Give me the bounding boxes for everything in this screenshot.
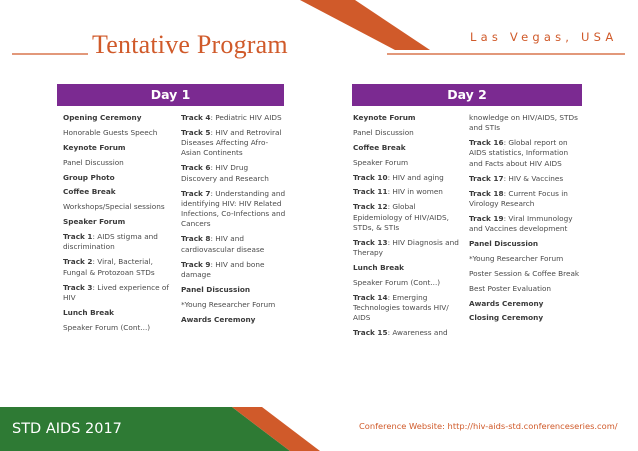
program-item-text: Speaker Forum bbox=[353, 157, 409, 167]
program-item bbox=[63, 173, 175, 183]
program-item-heading: Track 8 bbox=[181, 234, 211, 244]
program-item bbox=[353, 143, 465, 153]
program-item-heading: Track 17 bbox=[469, 173, 504, 183]
program-item-text: : Current Focus in Virology Research bbox=[469, 188, 568, 208]
program-item-text: : HIV and Retroviral Diseases Affecting Afro-Asian Continents bbox=[181, 127, 282, 158]
program-item-heading: Track 19 bbox=[469, 213, 504, 223]
program-item-heading: Track 12 bbox=[353, 202, 388, 212]
program-item-heading: Awards Ceremony bbox=[181, 314, 256, 324]
program-item-heading: Track 7 bbox=[181, 188, 211, 198]
program-item bbox=[353, 202, 465, 233]
program-item-text: : HIV Drug Discovery and Research bbox=[181, 163, 269, 183]
program-item bbox=[469, 313, 581, 323]
program-item bbox=[63, 323, 175, 333]
program-item-text: Workshops/Special sessions bbox=[63, 202, 165, 212]
program-item-heading: Coffee Break bbox=[63, 187, 116, 197]
program-item-heading: Awards Ceremony bbox=[469, 298, 544, 308]
program-item-heading: Lunch Break bbox=[63, 307, 114, 317]
program-item-text: : Global Epidemiology of HIV/AIDS, STDs, & STIs bbox=[353, 202, 449, 232]
conference-name: STD AIDS 2017 bbox=[12, 421, 122, 437]
program-item-text: *Young Researcher Forum bbox=[469, 253, 564, 263]
page-title: Tentative Program bbox=[92, 30, 288, 59]
program-item bbox=[469, 239, 581, 249]
program-item-heading: Track 1 bbox=[63, 232, 93, 242]
program-item bbox=[469, 189, 581, 210]
program-item-heading: Track 9 bbox=[181, 259, 211, 269]
program-item-text: : Viral, Bacterial, Fungal & Protozoan STDs bbox=[63, 257, 155, 277]
program-item-heading: Track 15 bbox=[353, 328, 388, 338]
program-item bbox=[63, 257, 175, 278]
program-item bbox=[63, 143, 175, 153]
program-item-text: : Viral Immunology and Vaccines development bbox=[469, 213, 573, 234]
program-item-heading: Track 14 bbox=[353, 292, 388, 302]
day-1-column-2 bbox=[181, 113, 286, 329]
program-item-heading: Panel Discussion bbox=[181, 284, 251, 294]
program-item-text: : Pediatric HIV AIDS bbox=[210, 113, 282, 122]
program-item bbox=[63, 217, 175, 227]
program-item-heading: Opening Ceremony bbox=[63, 113, 142, 122]
program-item bbox=[63, 202, 175, 212]
program-item-text: Honorable Guests Speech bbox=[63, 127, 158, 137]
day-1-header: Day 1 bbox=[57, 84, 284, 106]
program-item-text: knowledge on HIV/AIDS, STDs and STIs bbox=[469, 113, 578, 133]
program-item bbox=[469, 254, 581, 264]
program-item-heading: Track 13 bbox=[353, 237, 388, 247]
program-item-heading: Track 16 bbox=[469, 138, 504, 148]
program-item bbox=[181, 163, 286, 184]
program-item-heading: Track 4 bbox=[181, 113, 211, 122]
program-item bbox=[181, 260, 286, 281]
program-item-heading: Track 6 bbox=[181, 163, 211, 173]
program-item bbox=[353, 113, 465, 123]
program-item-heading: Track 3 bbox=[63, 282, 93, 292]
conference-website: Conference Website: http://hiv-aids-std.conferenceseries.com/ bbox=[359, 421, 618, 431]
day-2-header: Day 2 bbox=[352, 84, 582, 106]
program-item bbox=[353, 158, 465, 168]
program-item bbox=[469, 174, 581, 184]
program-item-heading: Panel Discussion bbox=[469, 238, 539, 248]
program-item-heading: Lunch Break bbox=[353, 263, 404, 273]
program-item-heading: Speaker Forum bbox=[63, 217, 126, 227]
program-item-heading: Track 18 bbox=[469, 188, 504, 198]
program-item-text: : HIV and aging bbox=[387, 172, 444, 182]
program-item-text: : Awareness and bbox=[387, 328, 448, 338]
program-item-text: Speaker Forum (Cont...) bbox=[353, 277, 441, 287]
program-item-heading: Keynote Forum bbox=[353, 113, 416, 122]
program-item-heading: Group Photo bbox=[63, 172, 115, 182]
program-item-text: : HIV Diagnosis and Therapy bbox=[353, 237, 459, 258]
program-item-text: : Global report on AIDS statistics, Information and Facts about HIV AIDS bbox=[469, 138, 569, 168]
program-item-text: Best Poster Evaluation bbox=[469, 283, 552, 293]
program-item-text: Speaker Forum (Cont...) bbox=[63, 322, 151, 332]
program-item bbox=[181, 300, 286, 310]
program-item-text: : Emerging Technologies towards HIV/ AIDS bbox=[353, 292, 449, 323]
program-item-text: : Understanding and identifying HIV: HIV Related Infections, Co-Infections and Cancers bbox=[181, 188, 286, 229]
program-item-heading: Coffee Break bbox=[353, 142, 406, 152]
program-item-text: Panel Discussion bbox=[63, 157, 124, 167]
program-item bbox=[181, 234, 286, 255]
program-item-text: Poster Session & Coffee Break bbox=[469, 268, 580, 278]
day-2-column-2 bbox=[469, 113, 581, 328]
program-item-heading: Track 2 bbox=[63, 257, 93, 267]
program-item bbox=[353, 187, 465, 197]
program-item-text: : Lived experience of HIV bbox=[63, 282, 169, 302]
program-item bbox=[63, 187, 175, 197]
program-item bbox=[353, 263, 465, 273]
program-item bbox=[469, 269, 581, 279]
program-item bbox=[469, 284, 581, 294]
program-item bbox=[469, 214, 581, 235]
program-item bbox=[353, 128, 465, 138]
program-item-text: : HIV in women bbox=[387, 187, 443, 197]
day-1-column-1 bbox=[63, 113, 175, 337]
program-item bbox=[469, 299, 581, 309]
program-item-text: : AIDS stigma and discrimination bbox=[63, 232, 158, 252]
program-item bbox=[353, 173, 465, 183]
program-item bbox=[353, 328, 465, 338]
program-item bbox=[353, 238, 465, 259]
program-item bbox=[181, 128, 286, 159]
program-item bbox=[353, 293, 465, 324]
event-location: Las Vegas, USA bbox=[470, 30, 618, 44]
program-item-heading: Track 5 bbox=[181, 127, 211, 137]
program-item bbox=[63, 283, 175, 304]
program-item bbox=[63, 158, 175, 168]
program-item-heading: Track 10 bbox=[353, 172, 388, 182]
program-item bbox=[63, 232, 175, 253]
program-item bbox=[181, 113, 286, 123]
program-item bbox=[353, 278, 465, 288]
program-item-text: : HIV and cardiovascular disease bbox=[181, 234, 265, 254]
program-item bbox=[63, 308, 175, 318]
program-item bbox=[469, 113, 581, 134]
program-item-text: Panel Discussion bbox=[353, 127, 414, 137]
program-item-heading: Keynote Forum bbox=[63, 142, 126, 152]
program-item-text: : HIV and bone damage bbox=[181, 259, 265, 279]
program-item bbox=[469, 138, 581, 169]
program-item bbox=[181, 315, 286, 325]
program-item bbox=[63, 113, 175, 123]
program-item-text: *Young Researcher Forum bbox=[181, 299, 276, 309]
program-item-heading: Closing Ceremony bbox=[469, 313, 544, 323]
program-item bbox=[181, 285, 286, 295]
day-2-column-1 bbox=[353, 113, 465, 343]
program-item bbox=[63, 128, 175, 138]
header-orange-stripe bbox=[300, 0, 430, 50]
program-item-heading: Track 11 bbox=[353, 187, 388, 197]
program-item bbox=[181, 189, 286, 230]
program-item-text: : HIV & Vaccines bbox=[503, 173, 564, 183]
